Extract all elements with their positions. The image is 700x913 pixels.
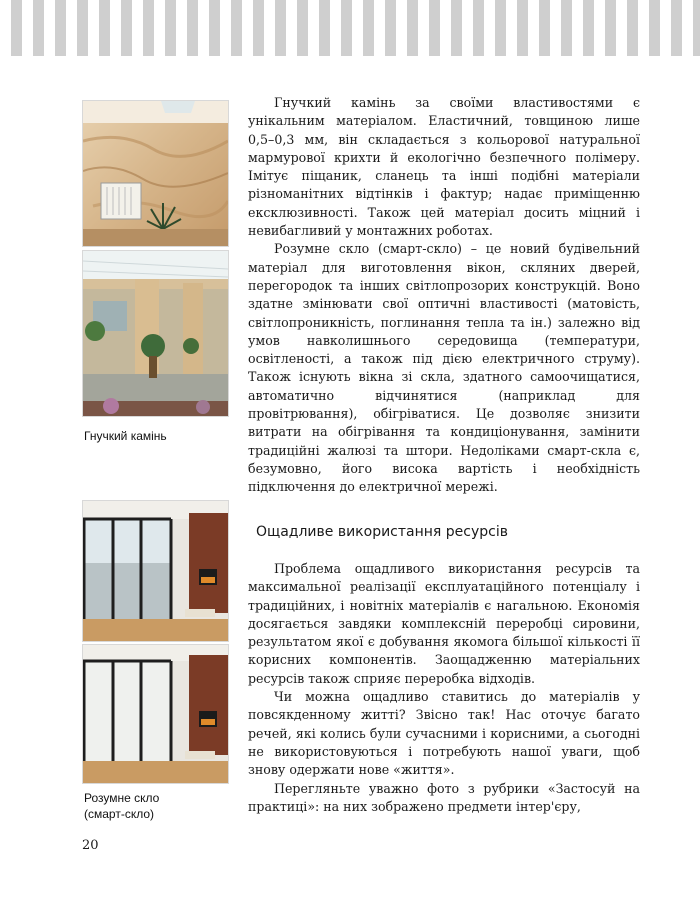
paragraph-everyday-life: Чи можна ощадливо ставитись до матеріалів у повсякденному житті? Звісно так! Нас оточує багато речей, які колись були сучасними і корисними, а сьогодні не використовуються і потребують нашої уваги, щоб знову одержати нове «життя». <box>248 689 640 778</box>
text-block-top <box>248 94 640 497</box>
paragraph-look-at-photos: Перегляньте уважно фото з рубрики «Застосуй на практиці»: на них зображено предмети інтер'єру, <box>248 780 640 814</box>
smart-glass-photo-clear <box>82 500 229 642</box>
paragraph-resource-saving: Проблема ощадливого використання ресурсів та максимальної реалізації експлуатаційного потенціалу і традиційних, і новітніх матеріалів є нагальною. Економія досягається завдяки комплексній переробці сировини, результатом якої є добування якомога більшої кількості її корисних компонентів. Заощадженню матеріальних ресурсів також сприяє переробка відходів. <box>248 561 640 686</box>
paragraph-flexible-stone: Гнучкий камінь за своїми властивостями є унікальним матеріалом. Еластичний, товщиною лише 0,5–0,3 мм, він складається з кольорової натуральної мармурової крихти й екологічно безпечного полімеру. Імітує піщаник, сланець та інші подібні матеріали різноманітних відтінків і фактур; надає приміщенню ексклюзивності. Також цей матеріал досить міцний і невибагливий у монтажних роботах. <box>248 95 640 239</box>
paragraph-smart-glass: Розумне скло (смарт-скло) – це новий будівельний матеріал для виготовлення вікон, скляних дверей, перегородок та інших світлопрозорих конструкцій. Воно здатне змінювати свої оптичні властивості (матовість, світлопроникність, поглинання тепла та ін.) залежно від умов навколишнього середовища (температури, освітленості, а також під дією електричного струму). Також існують вікна зі скла, здатного самоочищатися, автоматично відчинятися (наприклад для провітрювання), обігріватися. Це дозволяє знизити витрати на обігрівання та кондиціонування, замінити традиційні жалюзі та штори. Недоліками смарт-скла є, безумовно, його висока вартість і необхідність підключення до електричної мережі. <box>248 241 640 495</box>
section-heading: Ощадливе використання ресурсів <box>256 524 508 540</box>
text-block-bottom <box>248 560 640 816</box>
flexible-stone-photo-2 <box>82 250 229 417</box>
smart-glass-caption: Розумне скло (смарт-скло) <box>84 791 160 821</box>
flexible-stone-caption: Гнучкий камінь <box>84 429 167 443</box>
smart-glass-photo-frosted <box>82 644 229 784</box>
header-stripe-band <box>0 0 700 56</box>
page-number: 20 <box>82 838 99 853</box>
flexible-stone-photo-1 <box>82 100 229 247</box>
